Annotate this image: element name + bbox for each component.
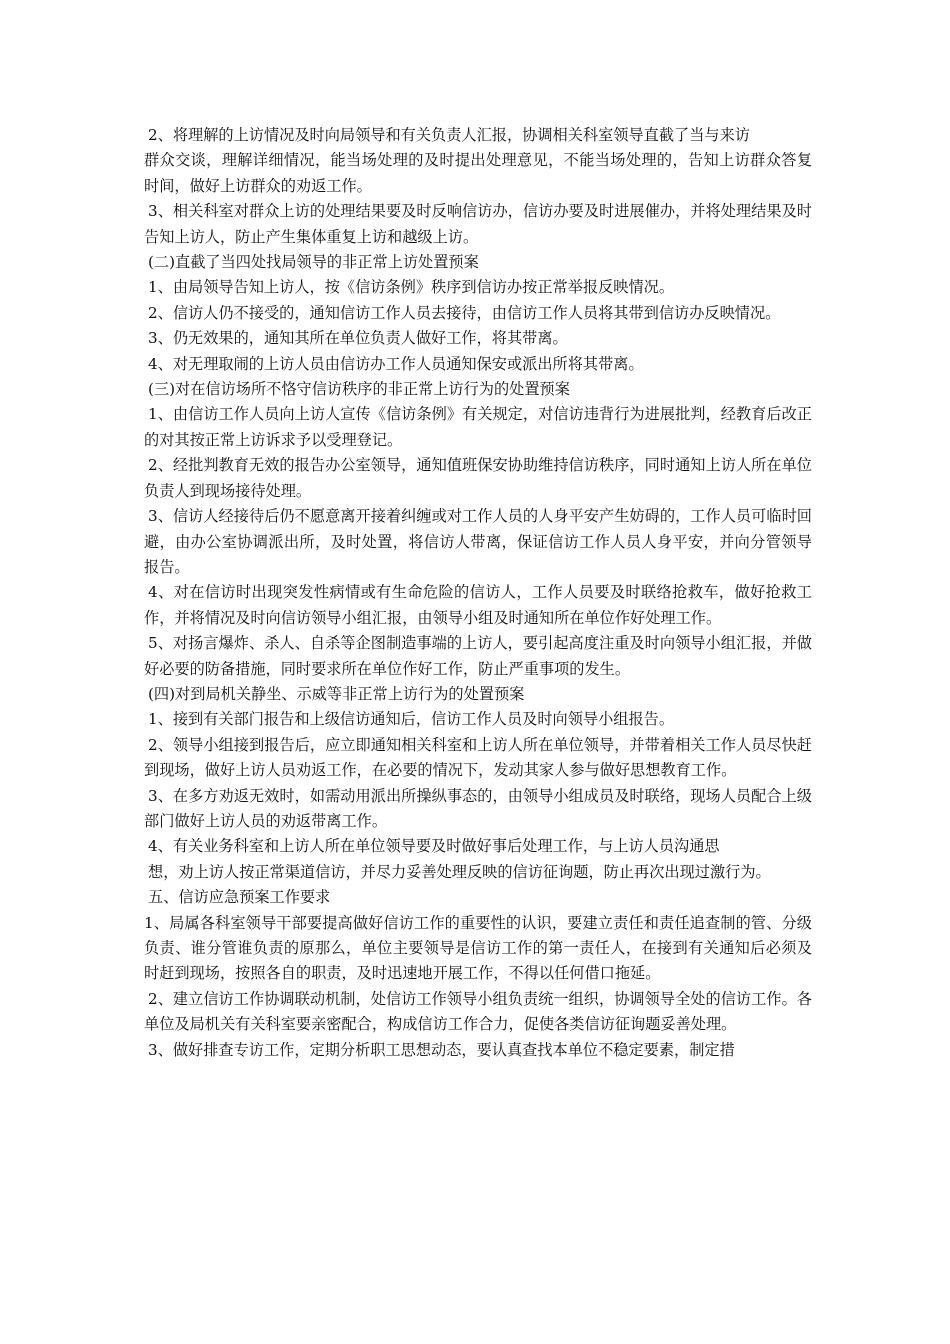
section-heading: (三)对在信访场所不恪守信访秩序的非正常上访行为的处置预案: [148, 380, 570, 399]
paragraph: 2、信访人仍不接受的，通知信访工作人员去接待，由信访工作人员将其带到信访办反映情况。: [148, 303, 781, 322]
paragraph: 4、对在信访时出现突发性病情或有生命危险的信访人，工作人员要及时联络抢救车，做好抢救工作，并将情况及时向信访领导小组汇报，由领导小组及时通知所在单位作好处理工作。: [144, 583, 812, 627]
section-heading: 五、信访应急预案工作要求: [148, 888, 331, 907]
paragraph: 3、信访人经接待后仍不愿意离开接着纠缠或对工作人员的人身平安产生妨碍的，工作人员可临时回避，由办公室协调派出所，及时处置，将信访人带离，保证信访工作人员人身平安，并向分管领导报告。: [144, 507, 812, 576]
section-heading: (四)对到局机关静坐、示威等非正常上访行为的处置预案: [148, 684, 525, 703]
document-page: [144, 123, 812, 1063]
paragraph: 2、领导小组接到报告后，应立即通知相关科室和上访人所在单位领导，并带着相关工作人员尽快赶到现场，做好上访人员劝返工作，在必要的情况下，发动其家人参与做好思想教育工作。: [144, 735, 812, 780]
paragraph: 2、经批判教育无效的报告办公室领导，通知值班保安协助维持信访秩序，同时通知上访人所在单位负责人到现场接待处理。: [144, 456, 812, 500]
paragraph: 1、局属各科室领导干部要提高做好信访工作的重要性的认识，要建立责任和责任追查制的管、分级负责、谁分管谁负责的原那么，单位主要领导是信访工作的第一责任人，在接到有关通知后必须及时赶到现场，按照各自的职责，及时迅速地开展工作，不得以任何借口拖延。: [144, 913, 812, 983]
paragraph: 3、仍无效果的，通知其所在单位负责人做好工作，将其带离。: [148, 329, 568, 348]
paragraph: 4、有关业务科室和上访人所在单位领导要及时做好事后处理工作，与上访人员沟通思: [148, 837, 720, 856]
paragraph: 1、由局领导告知上访人，按《信访条例》秩序到信访办按正常举报反映情况。: [148, 278, 675, 297]
paragraph: 1、由信访工作人员向上访人宣传《信访条例》有关规定，对信访违背行为进展批判，经教育后改正的对其按正常上访诉求予以受理登记。: [144, 405, 812, 449]
paragraph: 3、做好排查专访工作，定期分析职工思想动态，要认真查找本单位不稳定要素，制定措: [148, 1040, 735, 1059]
section-heading: (二)直截了当四处找局领导的非正常上访处置预案: [148, 253, 479, 272]
paragraph: 3、在多方劝返无效时，如需动用派出所操纵事态的，由领导小组成员及时联络，现场人员配合上级部门做好上访人员的劝返带离工作。: [144, 786, 812, 830]
paragraph: 1、接到有关部门报告和上级信访通知后，信访工作人员及时向领导小组报告。: [148, 710, 675, 729]
paragraph: 4、对无理取闹的上访人员由信访办工作人员通知保安或派出所将其带离。: [148, 354, 644, 373]
paragraph: 2、将理解的上访情况及时向局领导和有关负责人汇报，协调相关科室领导直截了当与来访: [148, 126, 750, 144]
paragraph: 3、相关科室对群众上访的处理结果要及时反响信访办，信访办要及时进展催办，并将处理结果及时告知上访人，防止产生集体重复上访和越级上访。: [144, 202, 812, 246]
paragraph: 2、建立信访工作协调联动机制，处信访工作领导小组负责统一组织，协调领导全处的信访工作。各单位及局机关有关科室要亲密配合，构成信访工作合力，促使各类信访征询题妥善处理。: [144, 989, 812, 1034]
paragraph: 想，劝上访人按正常渠道信访，并尽力妥善处理反映的信访征询题，防止再次出现过激行为。: [148, 862, 771, 881]
paragraph: 群众交谈，理解详细情况，能当场处理的及时提出处理意见，不能当场处理的，告知上访群众答复时间，做好上访群众的劝返工作。: [144, 151, 812, 195]
paragraph: 5、对扬言爆炸、杀人、自杀等企图制造事端的上访人，要引起高度注重及时向领导小组汇报，并做好必要的防备措施，同时要求所在单位作好工作，防止严重事项的发生。: [144, 634, 812, 678]
